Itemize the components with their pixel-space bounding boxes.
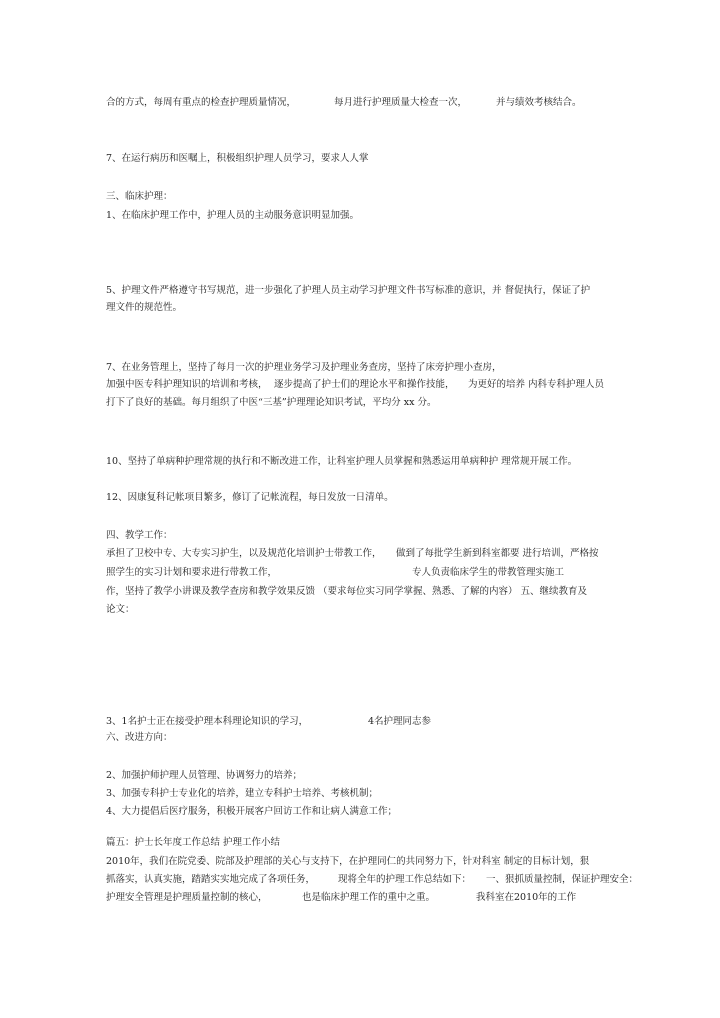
line-segment: 也是临床护理工作的重中之重。	[302, 892, 436, 903]
text-line	[106, 285, 590, 297]
text-line	[106, 806, 397, 818]
line-segment: 5、护理文件严格遵守书写规范，进一步强化了护理人员主动学习护理文件书写标准的意识，并 督促执行，保证了护	[106, 285, 591, 296]
line-segment: 2010年，我们在院党委、院部及护理部的关心与支持下，在护理同仁的共同努力下，针对科室 制定的目标计划，狠	[106, 856, 590, 867]
line-segment: 3、加强专科护士专业化的培养，建立专科护士培养、考核机制；	[106, 788, 379, 799]
line-segment: 理文件的规范性。	[106, 302, 183, 313]
line-segment: 四、教学工作：	[106, 530, 173, 541]
line-segment: 逐步提高了护士们的理论水平和操作技能，	[274, 379, 455, 390]
text-line	[106, 892, 577, 904]
line-segment: 专人负责临床学生的带教管理实施工	[412, 567, 565, 578]
line-segment: 加强中医专科护理知识的培训和考核，	[106, 379, 268, 390]
text-line	[106, 548, 599, 560]
text-line	[106, 716, 432, 728]
text-line	[106, 874, 639, 886]
line-segment: 每月进行护理质量大检查一次，	[334, 97, 468, 108]
text-line	[106, 97, 582, 109]
text-line	[106, 586, 587, 598]
line-segment: 7、在业务管理上，坚持了每月一次的护理业务学习及护理业务查房，坚持了床旁护理小查房，	[106, 362, 502, 373]
line-segment: 2、加强护师护理人员管理、协调努力的培养；	[106, 770, 303, 781]
text-line	[106, 604, 135, 616]
line-segment: 承担了卫校中专、大专实习护生，以及规范化培训护士带教工作，	[106, 548, 382, 559]
line-segment: 4名护理同志参	[368, 716, 432, 727]
line-segment: 7、在运行病历和医嘱上，积极组织护理人员学习，要求人人掌	[106, 153, 369, 164]
line-segment: 合的方式，每周有重点的检查护理质量情况，	[106, 97, 297, 108]
text-line	[106, 210, 359, 222]
text-line	[106, 456, 577, 468]
line-segment: 护理安全管理是护理质量控制的核心，	[106, 892, 268, 903]
line-segment: 为更好的培养 内科专科护理人员	[468, 379, 605, 390]
text-line	[106, 379, 605, 391]
section-heading	[106, 530, 173, 542]
text-line	[106, 788, 378, 800]
line-segment: 4、大力提倡后医疗服务，积极开展客户回访工作和让病人满意工作；	[106, 806, 398, 817]
text-line	[106, 362, 502, 374]
line-segment: 12、因康复科记帐项目繁多，修订了记帐流程，每日发放一日清单。	[106, 492, 394, 503]
text-line	[106, 856, 589, 868]
text-line	[106, 492, 394, 504]
line-segment: 作，坚持了教学小讲课及教学查房和教学效果反馈 （要求每位实习同学掌握、熟悉、了解的内容） 五、继续教育及	[106, 586, 588, 597]
text-line	[106, 770, 302, 782]
line-segment: 三、临床护理：	[106, 191, 173, 202]
line-segment: 照学生的实习计划和要求进行带教工作，	[106, 567, 278, 578]
line-segment: 现将全年的护理工作总结如下：	[338, 874, 472, 885]
section-heading	[106, 837, 280, 849]
line-segment: 打下了良好的基础。每月组织了中医“三基”护理理论知识考试，平均分 xx 分。	[106, 397, 437, 408]
line-segment: 抓落实，认真实施，踏踏实实地完成了各项任务，	[106, 874, 316, 885]
line-segment: 我科室在2010年的工作	[476, 892, 577, 903]
section-heading	[106, 191, 173, 203]
line-segment: 10、坚持了单病种护理常规的执行和不断改进工作，让科室护理人员掌握和熟悉运用单病种护 理常规开展工作。	[106, 456, 578, 467]
line-segment: 并与绩效考核结合。	[496, 97, 582, 108]
text-line	[106, 302, 182, 314]
line-segment: 论文：	[106, 604, 135, 615]
section-heading	[106, 732, 173, 744]
line-segment: 一、狠抓质量控制，保证护理安全：	[486, 874, 639, 885]
line-segment: 篇五：护士长年度工作总结 护理工作小结	[106, 837, 281, 848]
line-segment: 做到了每批学生新到科室都要 进行培训，严格按	[396, 548, 599, 559]
text-line	[106, 153, 369, 165]
line-segment: 3、1名护士正在接受护理本科理论知识的学习，	[106, 716, 309, 727]
text-line	[106, 397, 436, 409]
line-segment: 六、改进方向：	[106, 732, 173, 743]
line-segment: 1、在临床护理工作中，护理人员的主动服务意识明显加强。	[106, 210, 360, 221]
text-line	[106, 567, 565, 579]
